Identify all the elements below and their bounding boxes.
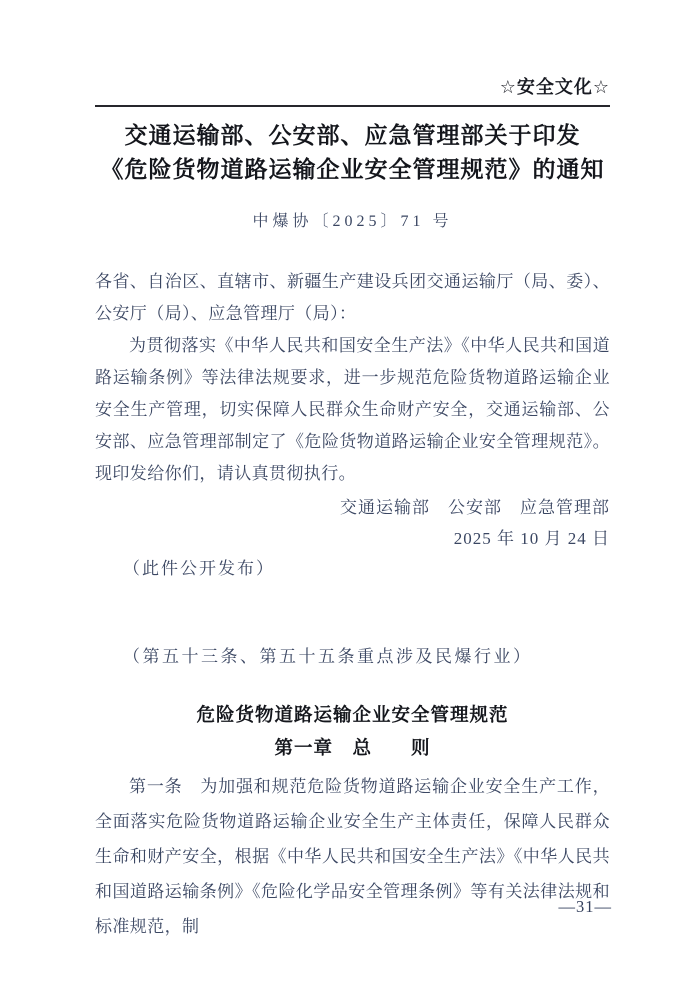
issuing-authorities-signature: 交通运输部 公安部 应急管理部	[340, 498, 610, 517]
notice-body-paragraph: 为贯彻落实《中华人民共和国安全生产法》《中华人民共和国道路运输条例》等法律法规要求，进一步规范危险货物道路运输企业安全生产管理，切实保障人民群众生命财产安全，交通运输部、公安部、应急管理部制定了《危险货物道路运输企业安全管理规范》。现印发给你们，请认真贯彻执行。	[95, 336, 610, 483]
industry-relevance-note: （第五十三条、第五十五条重点涉及民爆行业）	[123, 647, 533, 666]
page-number: —31—	[558, 897, 612, 916]
notice-title	[95, 119, 610, 187]
notice-title-line2: 《危险货物道路运输企业安全管理规范》的通知	[100, 157, 605, 182]
page-header-label: ☆安全文化☆	[499, 77, 610, 97]
notice-title-line1: 交通运输部、公安部、应急管理部关于印发	[124, 123, 581, 148]
chapter-one-heading: 第一章 总 则	[274, 737, 431, 758]
notice-salutation: 各省、自治区、直辖市、新疆生产建设兵团交通运输厅（局、委）、公安厅（局）、应急管理厅（局）：	[95, 272, 610, 323]
header-rule-divider	[95, 105, 610, 107]
issue-date: 2025 年 10 月 24 日	[453, 529, 610, 548]
document-number: 中爆协〔2025〕71 号	[252, 213, 453, 230]
public-release-note: （此件公开发布）	[123, 559, 275, 578]
regulation-title: 危险货物道路运输企业安全管理规范	[196, 704, 509, 725]
article-1-paragraph: 第一条 为加强和规范危险货物道路运输企业安全生产工作，全面落实危险货物道路运输企业安全生产主体责任，保障人民群众生命和财产安全，根据《中华人民共和国安全生产法》《中华人民共和国道路运输条例》《危险化学品安全管理条例》等有关法律法规和标准规范，制	[95, 777, 610, 936]
